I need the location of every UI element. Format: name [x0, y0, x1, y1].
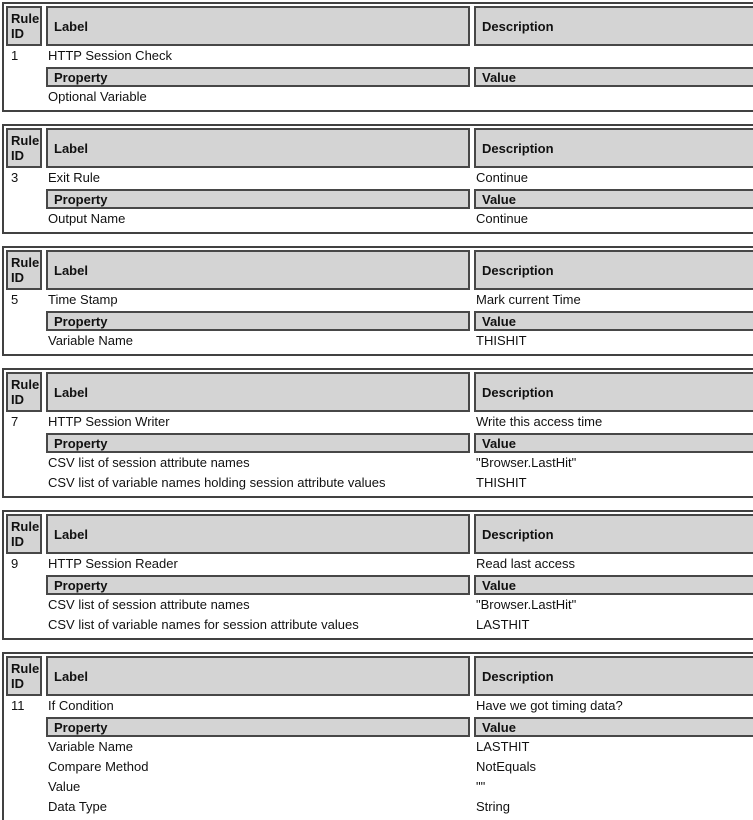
col-header-description: Description [474, 372, 753, 412]
rule-id-value: 7 [11, 414, 19, 429]
col-header-description: Description [474, 250, 753, 290]
spacer-cell [6, 797, 42, 817]
property-row [6, 595, 753, 615]
property-row [6, 453, 753, 473]
rule-table [2, 2, 753, 112]
col-header-property: Property [46, 717, 470, 737]
property-value: THISHIT [476, 475, 527, 490]
rule-row [6, 168, 753, 188]
property-value: LASTHIT [476, 739, 530, 754]
col-header-value: Value [474, 311, 753, 331]
property-value-header-row [6, 189, 753, 209]
rule-row [6, 696, 753, 716]
property-name: Compare Method [48, 759, 149, 774]
col-header-value: Value [474, 575, 753, 595]
col-header-rule-id: Rule ID [6, 372, 42, 412]
spacer-cell [6, 473, 42, 493]
property-value: LASTHIT [476, 617, 530, 632]
rule-row [6, 412, 753, 432]
col-header-value: Value [474, 717, 753, 737]
property-value: Continue [476, 211, 529, 226]
rule-table [2, 124, 753, 234]
property-name: Data Type [48, 799, 108, 814]
col-header-property: Property [46, 67, 470, 87]
rule-id-value: 5 [11, 292, 19, 307]
property-value-header-row [6, 311, 753, 331]
rule-table [2, 246, 753, 356]
spacer-cell [6, 87, 42, 107]
property-row [6, 777, 753, 797]
col-header-property: Property [46, 311, 470, 331]
rule-table-header-row [6, 250, 753, 290]
col-header-value: Value [474, 433, 753, 453]
property-name: Value [48, 779, 81, 794]
rule-id-value: 3 [11, 170, 19, 185]
property-name: CSV list of variable names holding session attribute values [48, 475, 386, 490]
col-header-property: Property [46, 433, 470, 453]
rule-label-value: If Condition [48, 698, 114, 713]
property-value: "Browser.LastHit" [476, 597, 577, 612]
spacer-cell [6, 311, 42, 331]
rule-label-value: HTTP Session Writer [48, 414, 170, 429]
spacer-cell [6, 433, 42, 453]
property-name: Variable Name [48, 333, 134, 348]
col-header-value: Value [474, 189, 753, 209]
property-value-header-row [6, 433, 753, 453]
spacer-cell [6, 615, 42, 635]
col-header-rule-id: Rule ID [6, 250, 42, 290]
spacer-cell [6, 757, 42, 777]
spacer-cell [6, 595, 42, 615]
rule-row [6, 46, 753, 66]
property-row [6, 87, 753, 107]
property-row [6, 797, 753, 817]
spacer-cell [6, 189, 42, 209]
property-row [6, 757, 753, 777]
property-value: NotEquals [476, 759, 536, 774]
rule-id-value: 1 [11, 48, 19, 63]
col-header-rule-id: Rule ID [6, 6, 42, 46]
rule-description-value: Read last access [476, 556, 575, 571]
col-header-rule-id: Rule ID [6, 514, 42, 554]
col-header-value: Value [474, 67, 753, 87]
rule-label-value: Time Stamp [48, 292, 118, 307]
property-value-header-row [6, 717, 753, 737]
rule-label-value: HTTP Session Reader [48, 556, 178, 571]
col-header-label: Label [46, 514, 470, 554]
spacer-cell [6, 331, 42, 351]
spacer-cell [6, 737, 42, 757]
rule-table-header-row [6, 372, 753, 412]
property-row [6, 331, 753, 351]
spacer-cell [6, 67, 42, 87]
rule-table [2, 368, 753, 498]
col-header-label: Label [46, 6, 470, 46]
rule-description-value: Mark current Time [476, 292, 581, 307]
rule-table-header-row [6, 514, 753, 554]
col-header-description: Description [474, 128, 753, 168]
rule-table-header-row [6, 128, 753, 168]
col-header-description: Description [474, 656, 753, 696]
rule-description-value: Continue [476, 170, 529, 185]
rule-table-header-row [6, 656, 753, 696]
rule-id-value: 11 [11, 698, 25, 713]
col-header-label: Label [46, 128, 470, 168]
rule-description-value: Have we got timing data? [476, 698, 623, 713]
property-row [6, 473, 753, 493]
rule-description-value [474, 46, 753, 66]
property-value-header-row [6, 575, 753, 595]
rule-label-value: Exit Rule [48, 170, 101, 185]
col-header-property: Property [46, 189, 470, 209]
rule-row [6, 554, 753, 574]
spacer-cell [6, 717, 42, 737]
spacer-cell [6, 575, 42, 595]
col-header-label: Label [46, 250, 470, 290]
property-name: CSV list of variable names for session attribute values [48, 617, 359, 632]
property-name: Output Name [48, 211, 126, 226]
col-header-rule-id: Rule ID [6, 656, 42, 696]
property-value-header-row [6, 67, 753, 87]
property-name: Variable Name [48, 739, 134, 754]
property-row [6, 209, 753, 229]
property-row [6, 737, 753, 757]
col-header-label: Label [46, 372, 470, 412]
rule-table [2, 510, 753, 640]
property-value [474, 87, 753, 107]
property-value: THISHIT [476, 333, 527, 348]
spacer-cell [6, 453, 42, 473]
rule-description-value: Write this access time [476, 414, 603, 429]
rule-row [6, 290, 753, 310]
property-value: "Browser.LastHit" [476, 455, 577, 470]
property-name: CSV list of session attribute names [48, 455, 250, 470]
spacer-cell [6, 209, 42, 229]
property-value: String [476, 799, 510, 814]
spacer-cell [6, 777, 42, 797]
property-row [6, 615, 753, 635]
col-header-description: Description [474, 514, 753, 554]
rule-table [2, 652, 753, 820]
col-header-description: Description [474, 6, 753, 46]
property-value: "" [476, 779, 486, 794]
col-header-property: Property [46, 575, 470, 595]
col-header-label: Label [46, 656, 470, 696]
rule-id-value: 9 [11, 556, 19, 571]
property-name: CSV list of session attribute names [48, 597, 250, 612]
rule-table-header-row [6, 6, 753, 46]
property-name: Optional Variable [48, 89, 147, 104]
col-header-rule-id: Rule ID [6, 128, 42, 168]
rule-label-value: HTTP Session Check [48, 48, 173, 63]
